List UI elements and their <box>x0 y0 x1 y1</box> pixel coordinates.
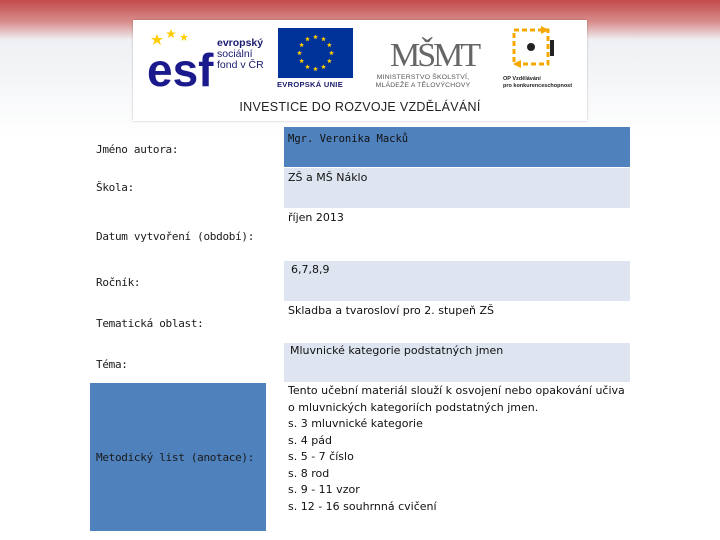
author-value-cell <box>284 127 630 167</box>
eu-label: EVROPSKÁ UNIE <box>277 80 343 89</box>
area-value-cell <box>284 302 630 342</box>
school-value-cell <box>284 168 630 208</box>
msmt-logo <box>388 26 479 74</box>
grade-value: 6,7,8,9 <box>291 263 330 276</box>
school-label: Škola: <box>96 181 134 194</box>
esf-wordmark: esf <box>147 44 214 96</box>
topic-value: Mluvnické kategorie podstatných jmen <box>290 344 504 357</box>
topic-value-cell <box>284 343 630 382</box>
esf-name <box>217 38 264 71</box>
area-value: Skladba a tvarosloví pro 2. stupeň ZŠ <box>288 304 494 317</box>
msmt-line: MLÁDEŽE A TĚLOVÝCHOVY <box>375 82 471 89</box>
op-logo <box>509 26 555 76</box>
msmt-name <box>359 74 487 90</box>
annotation-line: s. 3 mluvnické kategorie <box>288 417 423 430</box>
date-label: Datum vytvoření (období): <box>96 230 255 243</box>
msmt-wordmark: MŠMT <box>390 37 479 74</box>
annotation-line: Tento učební materiál slouží k osvojení nebo opakování učiva <box>288 384 625 397</box>
author-label: Jméno autora: <box>96 143 179 156</box>
esf-logo <box>147 28 227 96</box>
date-value-cell <box>284 209 630 260</box>
date-value: říjen 2013 <box>288 211 344 224</box>
annotation-line: s. 9 - 11 vzor <box>288 483 360 496</box>
esf-line: sociální <box>217 48 253 60</box>
annotation-line: o mluvnických kategoriích podstatných jmen. <box>288 400 539 414</box>
grade-label: Ročník: <box>96 276 141 289</box>
esf-line: fond v ČR <box>217 59 264 71</box>
op-line: OP Vzdělávání <box>503 76 541 82</box>
logo-banner <box>133 20 587 121</box>
esf-line: evropský <box>217 37 264 49</box>
annotation-line: s. 8 rod <box>288 466 330 480</box>
annotation-label-cell <box>90 383 266 531</box>
op-name <box>503 76 579 89</box>
grade-value-cell <box>284 261 630 301</box>
author-value: Mgr. Veronika Macků <box>288 133 409 145</box>
area-label: Tematická oblast: <box>96 317 204 330</box>
annotation-label: Metodický list (anotace): <box>96 451 255 464</box>
annotation-value-cell <box>284 383 630 531</box>
annotation-line: s. 12 - 16 souhrnná cvičení <box>288 499 437 513</box>
annotation-line: s. 4 pád <box>288 433 332 447</box>
annotation-line: s. 5 - 7 číslo <box>288 450 354 463</box>
msmt-line: MINISTERSTVO ŠKOLSTVÍ, <box>376 74 470 81</box>
op-line: pro konkurenceschopnost <box>503 82 573 89</box>
topic-label: Téma: <box>96 358 128 371</box>
school-value: ZŠ a MŠ Náklo <box>288 171 368 184</box>
banner-title: INVESTICE DO ROZVOJE VZDĚLÁVÁNÍ <box>239 100 481 114</box>
eu-flag-icon <box>278 28 353 78</box>
annotation-text <box>288 383 625 515</box>
